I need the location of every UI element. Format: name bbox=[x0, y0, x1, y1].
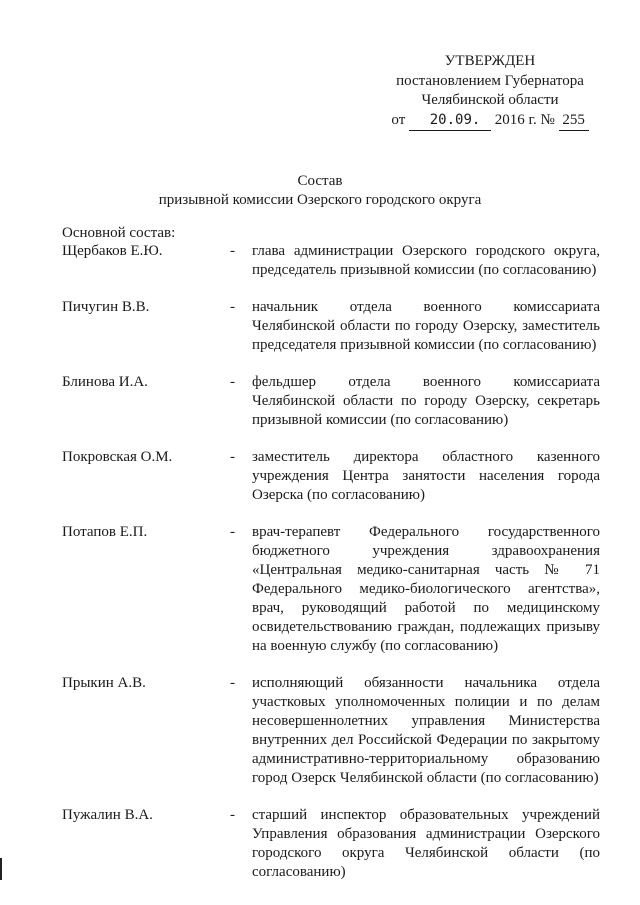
member-name: Покровская О.М. bbox=[62, 449, 173, 465]
member-row bbox=[62, 373, 602, 430]
approval-prefix: от bbox=[391, 111, 406, 128]
member-description: фельдшер отдела военного комиссариата Челябинской области по городу Озерску, секретарь призывной комиссии (по согласованию) bbox=[252, 374, 600, 428]
member-name: Щербаков Е.Ю. bbox=[62, 243, 163, 259]
approval-line-2: Челябинской области bbox=[421, 92, 559, 108]
member-description: заместитель директора областного казенного учреждения Центра занятости населения города Озерска (по согласованию) bbox=[252, 449, 600, 503]
member-dash: - bbox=[230, 449, 235, 465]
approval-title: УТВЕРЖДЕН bbox=[444, 53, 536, 69]
members-list bbox=[62, 242, 602, 882]
member-description: глава администрации Озерского городского округа, председатель призывной комиссии (по согласованию) bbox=[252, 243, 600, 278]
member-row bbox=[62, 298, 602, 355]
document-title: Состав bbox=[297, 173, 343, 189]
member-dash: - bbox=[230, 675, 235, 691]
approval-stamp bbox=[384, 52, 596, 131]
member-row bbox=[62, 806, 602, 882]
member-row bbox=[62, 523, 602, 656]
approval-date-line bbox=[384, 111, 596, 132]
document-subtitle: призывной комиссии Озерского городского округа bbox=[158, 192, 482, 208]
approval-date: 20.09. bbox=[409, 111, 491, 132]
member-description: начальник отдела военного комиссариата Челябинской области по городу Озерску, заместитель председателя призывной комиссии (по согласованию) bbox=[252, 299, 600, 353]
approval-number: 255 bbox=[559, 111, 589, 132]
member-name: Прыкин А.В. bbox=[62, 675, 146, 691]
section-label: Основной состав: bbox=[62, 225, 176, 241]
member-row bbox=[62, 242, 602, 280]
member-description: врач-терапевт Федерального государственного бюджетного учреждения здравоохранения «Центральная медико-санитарная часть № 71 Федерального медико-биологического агентства», врач, руководящий работой по медицинскому освидетельствованию граждан, подлежащих призыву на военную службу (по согласованию) bbox=[252, 524, 600, 654]
member-dash: - bbox=[230, 299, 235, 315]
member-dash: - bbox=[230, 374, 235, 390]
member-dash: - bbox=[230, 524, 235, 540]
member-description: старший инспектор образовательных учреждений Управления образования администрации Озерского городского округа Челябинской области (по согласованию) bbox=[252, 807, 600, 880]
member-row bbox=[62, 674, 602, 788]
member-name: Пичугин В.В. bbox=[62, 299, 150, 315]
member-description: исполняющий обязанности начальника отдела участковых уполномоченных полиции и по делам несовершеннолетних управления Министерства внутренних дел Российской Федерации по закрытому административно-территориальному образованию город Озерск Челябинской области (по согласованию) bbox=[252, 675, 600, 786]
member-row bbox=[62, 448, 602, 505]
member-name: Блинова И.А. bbox=[62, 374, 148, 390]
scan-edge-mark bbox=[0, 858, 2, 880]
member-name: Потапов Е.П. bbox=[62, 524, 148, 540]
member-dash: - bbox=[230, 243, 235, 259]
member-name: Пужалин В.А. bbox=[62, 807, 153, 823]
member-dash: - bbox=[230, 807, 235, 823]
document-heading bbox=[0, 172, 640, 210]
approval-year-suffix: 2016 г. № bbox=[494, 111, 555, 128]
approval-line-1: постановлением Губернатора bbox=[396, 72, 584, 89]
